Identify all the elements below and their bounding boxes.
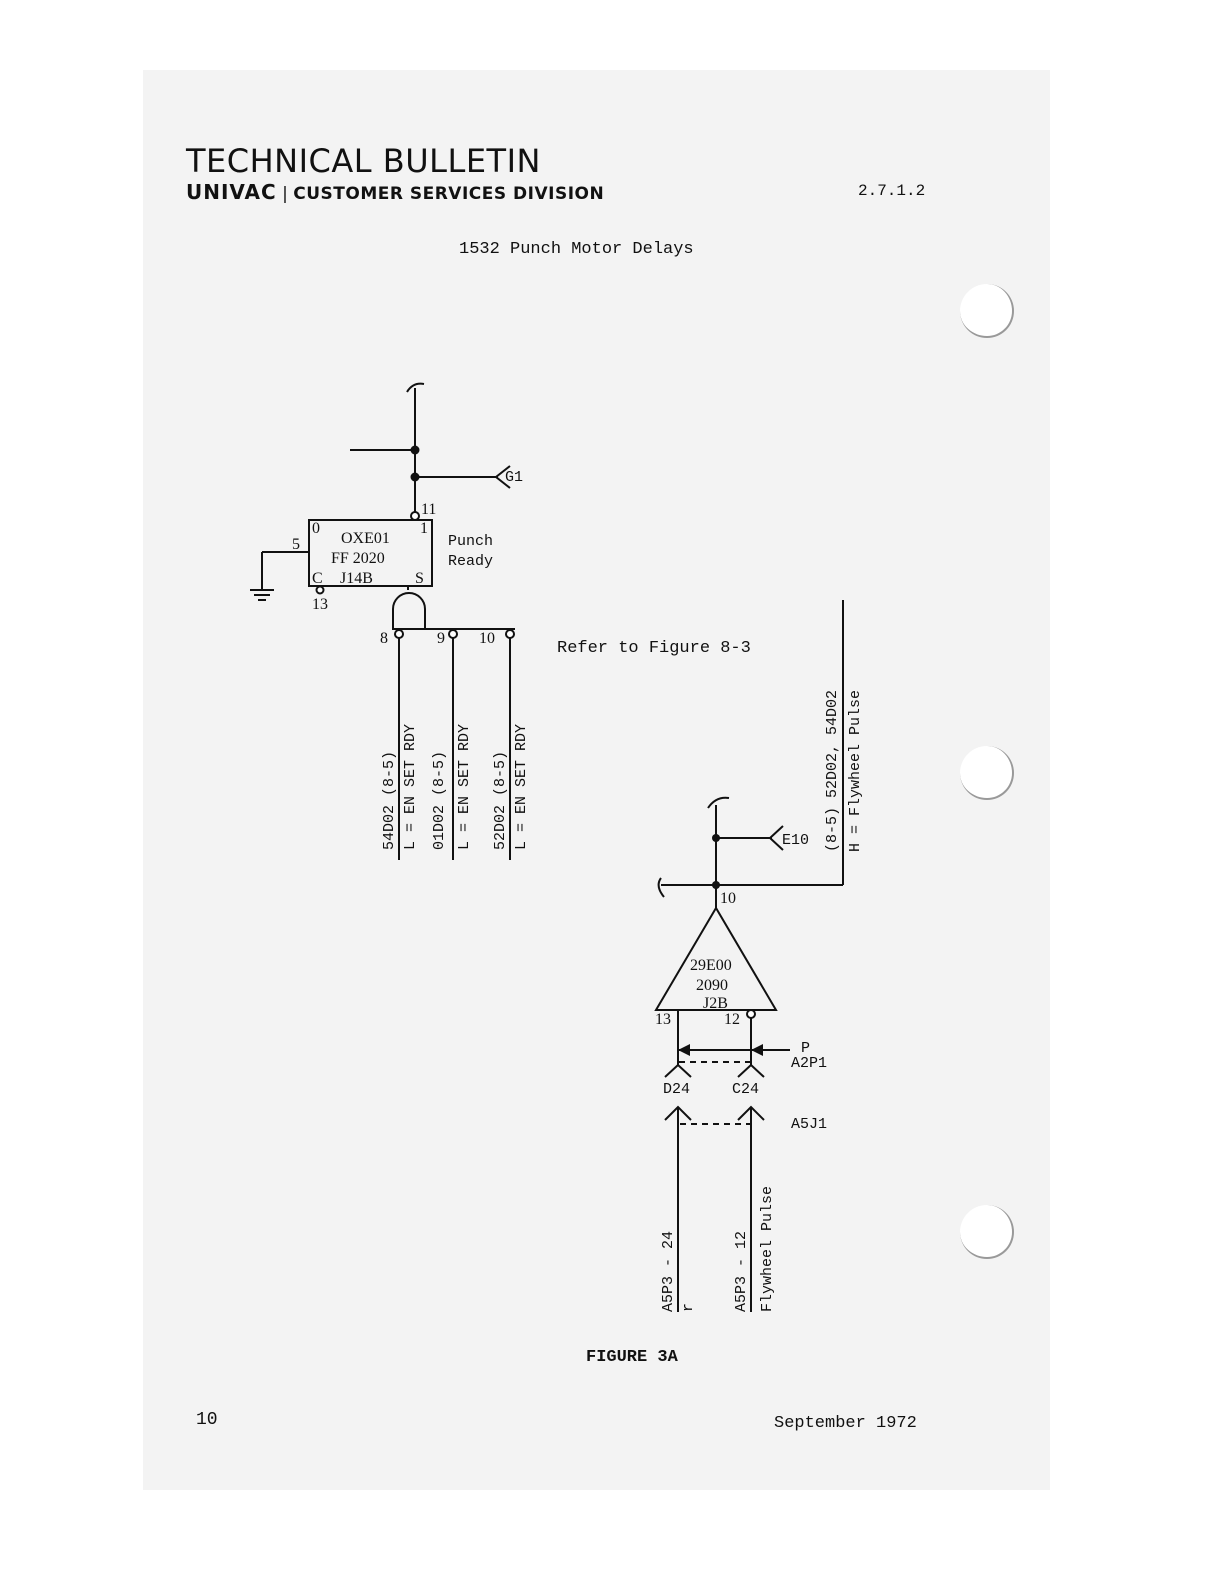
brand-logo: UNIVAC: [186, 180, 277, 204]
header-separator: |: [282, 184, 288, 204]
driver-label-1: 29E00: [690, 957, 732, 974]
ff-label-2: FF 2020: [331, 550, 385, 567]
page-number: 10: [196, 1410, 218, 1430]
wire-label-a5p3-24: r: [680, 1302, 697, 1312]
reference-note: Refer to Figure 8-3: [557, 639, 751, 658]
figure-caption: FIGURE 3A: [586, 1348, 678, 1367]
connector-a5j1: A5J1: [791, 1116, 828, 1133]
subject-title: 1532 Punch Motor Delays: [459, 240, 694, 259]
connector-a2p1: A2P1: [791, 1055, 828, 1072]
driver-label-2: 2090: [696, 977, 728, 994]
input-label-52d02: L = EN SET RDY: [513, 723, 530, 850]
division-name: CUSTOMER SERVICES DIVISION: [293, 184, 605, 204]
input-label-01d02: 01D02 (8-5): [431, 750, 448, 850]
driver-pin-13: 13: [655, 1011, 671, 1028]
wire-label-a5p3-12: Flywheel Pulse: [759, 1185, 776, 1312]
ff-pin-13: 13: [312, 596, 328, 613]
ff-label-3: J14B: [340, 570, 373, 587]
gate-pin-10: 10: [479, 630, 495, 647]
input-label-52d02: 52D02 (8-5): [492, 750, 509, 850]
wire-break-mark: [708, 798, 729, 808]
a2p1-arrow-left: [678, 1044, 690, 1056]
pin-d24-socket: [665, 1065, 691, 1077]
a2p1-arrow-right: [751, 1044, 763, 1056]
signal-e10: E10: [782, 832, 810, 849]
ff-label-1: OXE01: [341, 530, 390, 547]
wire-label-a5p3-24: A5P3 - 24: [660, 1230, 677, 1312]
input-label-54d02: L = EN SET RDY: [402, 723, 419, 850]
gate-pin-8: 8: [380, 630, 388, 647]
ff-pin-0: 0: [312, 520, 320, 537]
connector-p: P: [801, 1040, 811, 1057]
flywheel-source-label: H = Flywheel Pulse: [847, 689, 864, 852]
pin-11-inverter: [411, 512, 419, 520]
signal-g1: G1: [505, 469, 524, 486]
input-label-54d02: 54D02 (8-5): [381, 750, 398, 850]
pin-c24: C24: [732, 1081, 760, 1098]
input-label-01d02: L = EN SET RDY: [456, 723, 473, 850]
driver-label-3: J2B: [703, 995, 728, 1012]
pin-d24: D24: [663, 1081, 691, 1098]
ff-pin-s: S: [415, 570, 424, 587]
gate-pin-9: 9: [437, 630, 445, 647]
ff-pin-1: 1: [420, 520, 428, 537]
pin-c24-socket: [738, 1065, 764, 1077]
ff-pin-5: 5: [292, 536, 300, 553]
publication-date: September 1972: [774, 1414, 917, 1433]
ff-pin-c: C: [312, 570, 323, 587]
wire-label-a5p3-12: A5P3 - 12: [733, 1230, 750, 1312]
bulletin-title: TECHNICAL BULLETIN: [186, 142, 541, 180]
bulletin-number: 2.7.1.2: [858, 182, 926, 200]
ff-output-label: Punch: [448, 533, 494, 550]
driver-pin-12: 12: [724, 1011, 740, 1028]
ff-output-label: Ready: [448, 553, 494, 570]
flywheel-source-label: (8-5) 52D02, 54D02: [824, 689, 841, 852]
wire-break-mark: [659, 878, 664, 897]
and-gate: [393, 593, 425, 629]
ff-pin-11: 11: [421, 501, 437, 518]
driver-pin-10: 10: [720, 890, 736, 907]
